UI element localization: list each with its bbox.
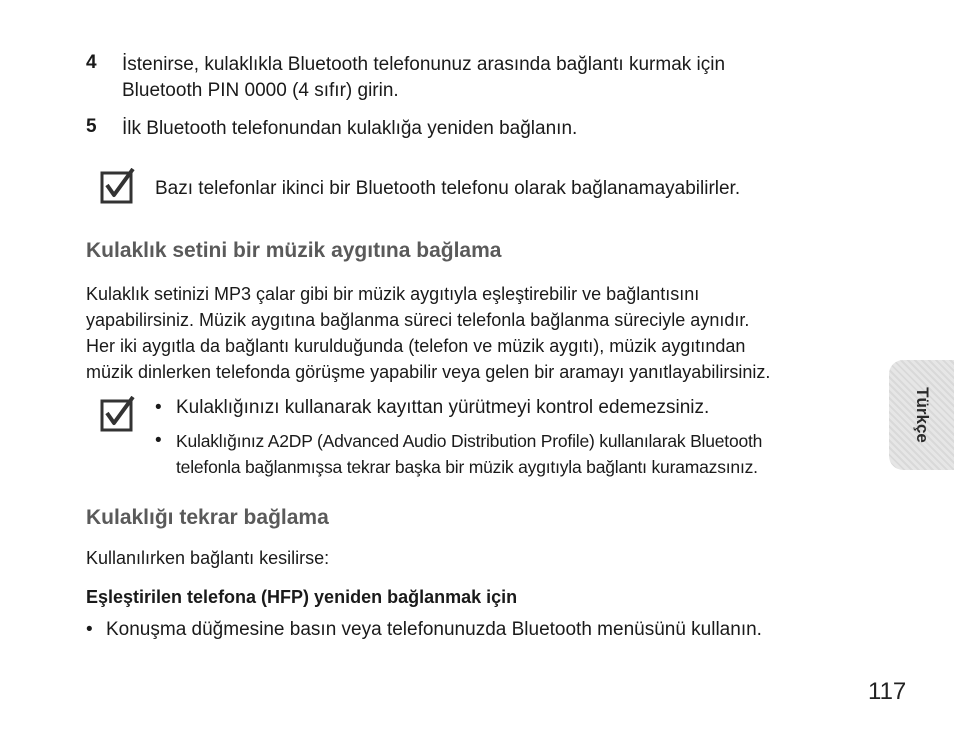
language-tab-label: Türkçe	[912, 387, 932, 443]
bullet-marker: •	[86, 619, 93, 640]
note-icon	[100, 168, 136, 209]
paragraph-line: Kulaklık setinizi MP3 çalar gibi bir müzik aygıtıyla eşleştirebilir ve bağlantısını	[86, 284, 700, 304]
note-bullet-text	[176, 395, 709, 421]
step-line: İlk Bluetooth telefonundan kulaklığa yeniden bağlanın.	[122, 118, 578, 139]
note-bullet	[155, 428, 162, 454]
note-text: Bazı telefonlar ikinci bir Bluetooth telefonu olarak bağlanamayabilirler.	[155, 178, 741, 199]
step-number: 4	[86, 52, 97, 73]
step-text	[122, 52, 725, 104]
bullet-marker: •	[155, 430, 162, 451]
language-tab	[889, 360, 954, 470]
paragraph-line: müzik dinlerken telefonda görüşme yapabilir veya gelen bir aramayı yanıtlayabilirsiniz.	[86, 362, 771, 382]
step-line: İstenirse, kulaklıkla Bluetooth telefonunuz arasında bağlantı kurmak için	[122, 54, 726, 75]
page-number: 117	[868, 678, 907, 705]
paragraph-line: Her iki aygıtla da bağlantı kurulduğunda (telefon ve müzik aygıtı), müzik aygıtından	[86, 336, 746, 356]
section-heading: Kulaklık setini bir müzik aygıtına bağlama	[86, 239, 502, 262]
paragraph-line: yapabilirsiniz. Müzik aygıtına bağlanma süreci telefonla bağlanma süreciyle aynıdır.	[86, 310, 750, 330]
checkbox-check-icon	[100, 168, 136, 204]
note-bullet	[155, 395, 162, 421]
checkbox-check-icon	[100, 396, 136, 432]
step-line: Bluetooth PIN 0000 (4 sıfır) girin.	[122, 80, 399, 101]
note-icon	[100, 396, 136, 437]
bullet-line: Kulaklığınız A2DP (Advanced Audio Distribution Profile) kullanılarak Bluetooth	[176, 431, 763, 451]
note-bullet-text	[176, 428, 762, 480]
step-number: 5	[86, 116, 97, 137]
list-bullet	[86, 617, 93, 643]
section-paragraph	[86, 281, 886, 385]
bullet-line: telefonla bağlanmışsa tekrar başka bir müzik aygıtıyla bağlantı kuramazsınız.	[176, 457, 758, 477]
bullet-line: Kulaklığınızı kullanarak kayıttan yürütmeyi kontrol edemezsiniz.	[176, 397, 710, 418]
list-bullet-text: Konuşma düğmesine basın veya telefonunuzda Bluetooth menüsünü kullanın.	[106, 619, 762, 640]
section-heading: Kulaklığı tekrar bağlama	[86, 506, 329, 529]
step-text	[122, 116, 577, 142]
section-subheading: Eşleştirilen telefona (HFP) yeniden bağlanmak için	[86, 587, 518, 607]
bullet-marker: •	[155, 397, 162, 418]
section-intro: Kullanılırken bağlantı kesilirse:	[86, 548, 330, 568]
